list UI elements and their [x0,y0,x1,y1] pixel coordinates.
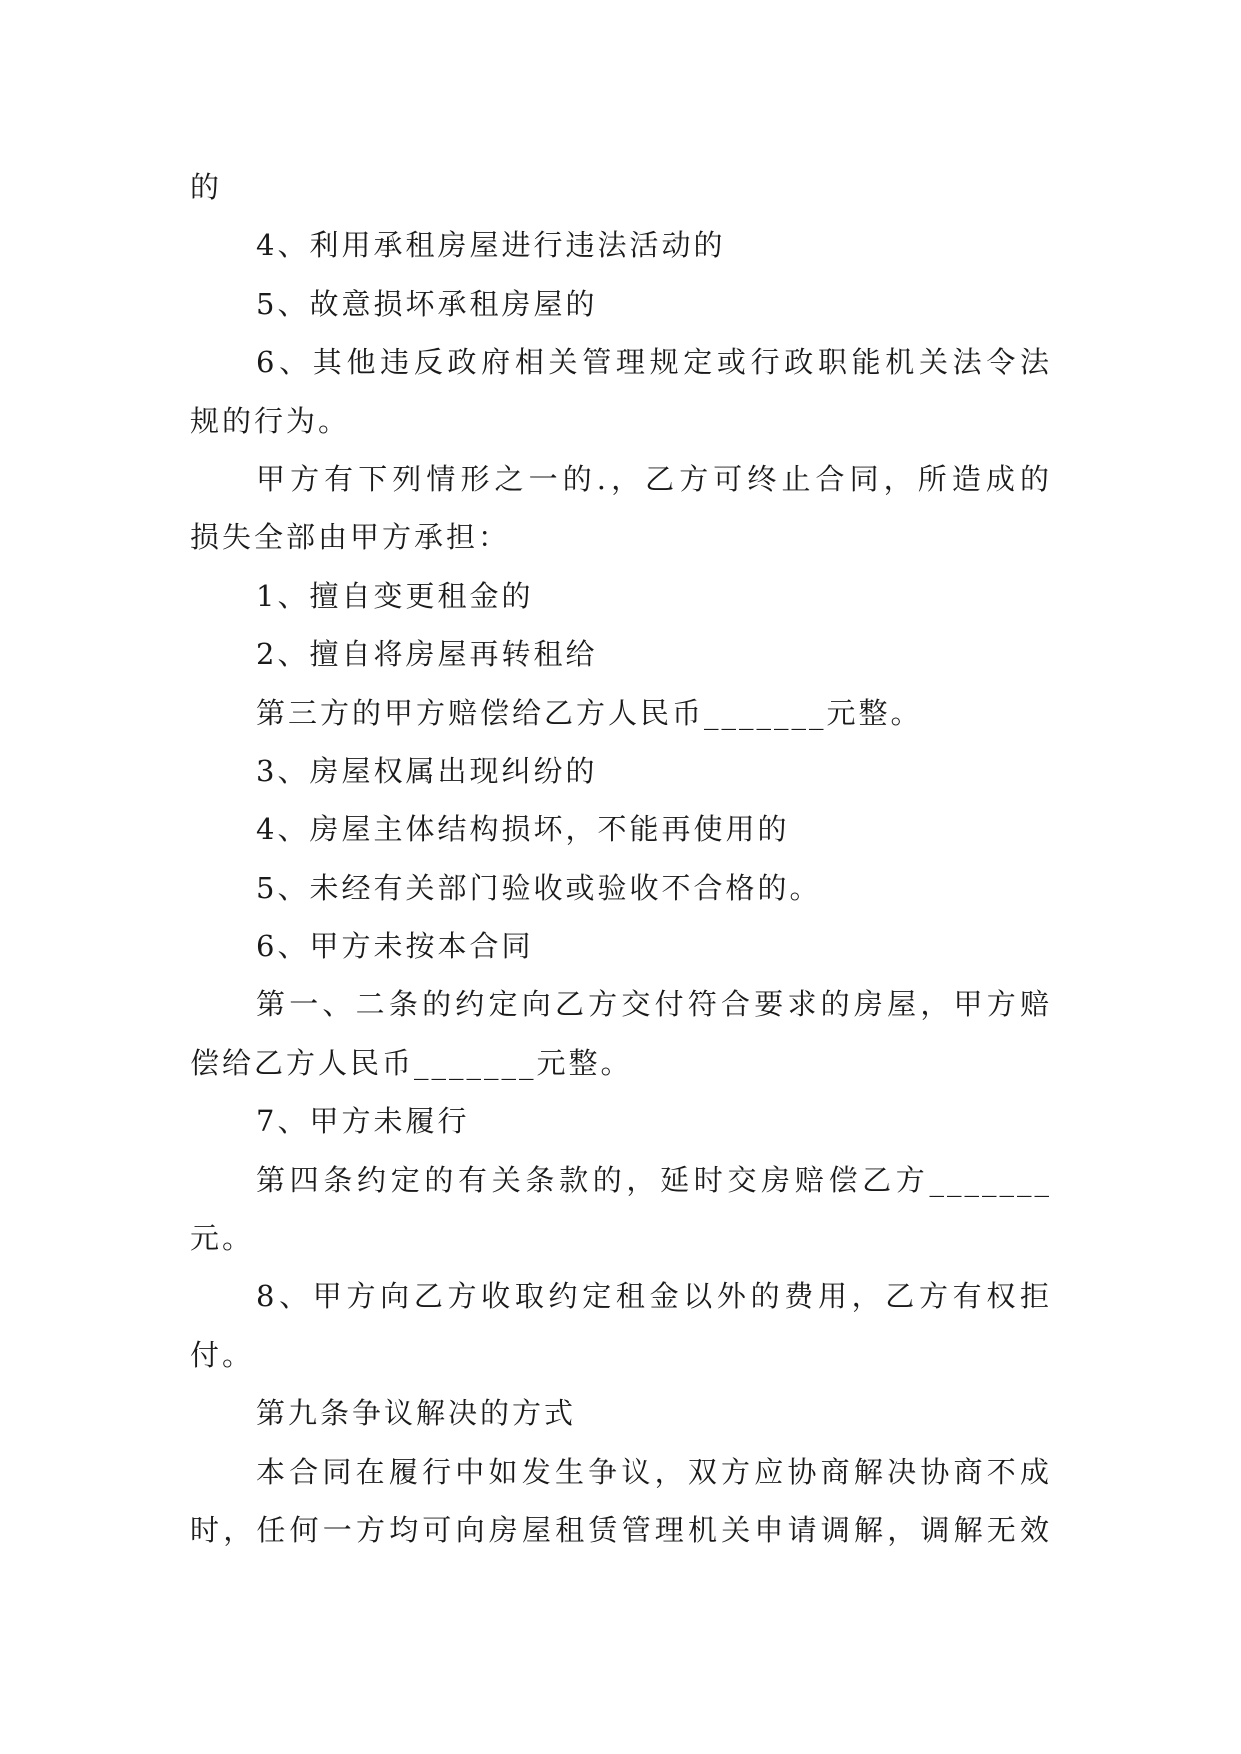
text-line: 本合同在履行中如发生争议，双方应协商解决协商不成 [256,1454,1052,1489]
text-line: 4、房屋主体结构损坏，不能再使用的 [256,812,790,847]
text-line: 损失全部由甲方承担： [190,520,511,555]
contract-body-text [190,158,1052,1559]
text-line: 2、擅自将房屋再转租给 [256,637,598,672]
text-line: 第一、二条的约定向乙方交付符合要求的房屋，甲方赔 [256,987,1052,1022]
text-line: 6、甲方未按本合同 [256,929,534,964]
text-line: 元。 [190,1221,255,1256]
text-line: 甲方有下列情形之一的.，乙方可终止合同，所造成的 [256,461,1052,496]
text-line: 偿给乙方人民币_______元整。 [190,1045,633,1080]
text-line: 第四条约定的有关条款的，延时交房赔偿乙方_______ [256,1162,1052,1197]
text-line: 8、甲方向乙方收取约定租金以外的费用，乙方有权拒 [256,1279,1052,1314]
text-line: 1、擅自变更租金的 [256,578,534,613]
section-heading: 第九条争议解决的方式 [256,1396,577,1431]
text-line: 时，任何一方均可向房屋租赁管理机关申请调解，调解无效 [190,1512,1052,1547]
text-line: 6、其他违反政府相关管理规定或行政职能机关法令法 [256,345,1052,380]
text-line: 5、故意损坏承租房屋的 [256,286,598,321]
text-line: 3、房屋权属出现纠纷的 [256,753,598,788]
text-line: 5、未经有关部门验收或验收不合格的。 [256,870,822,905]
text-line: 4、利用承租房屋进行违法活动的 [256,228,726,263]
text-line: 规的行为。 [190,403,351,438]
text-line: 的 [190,170,223,204]
text-line: 第三方的甲方赔偿给乙方人民币_______元整。 [256,695,923,730]
text-line: 7、甲方未履行 [256,1104,470,1139]
text-line: 付。 [190,1337,255,1372]
